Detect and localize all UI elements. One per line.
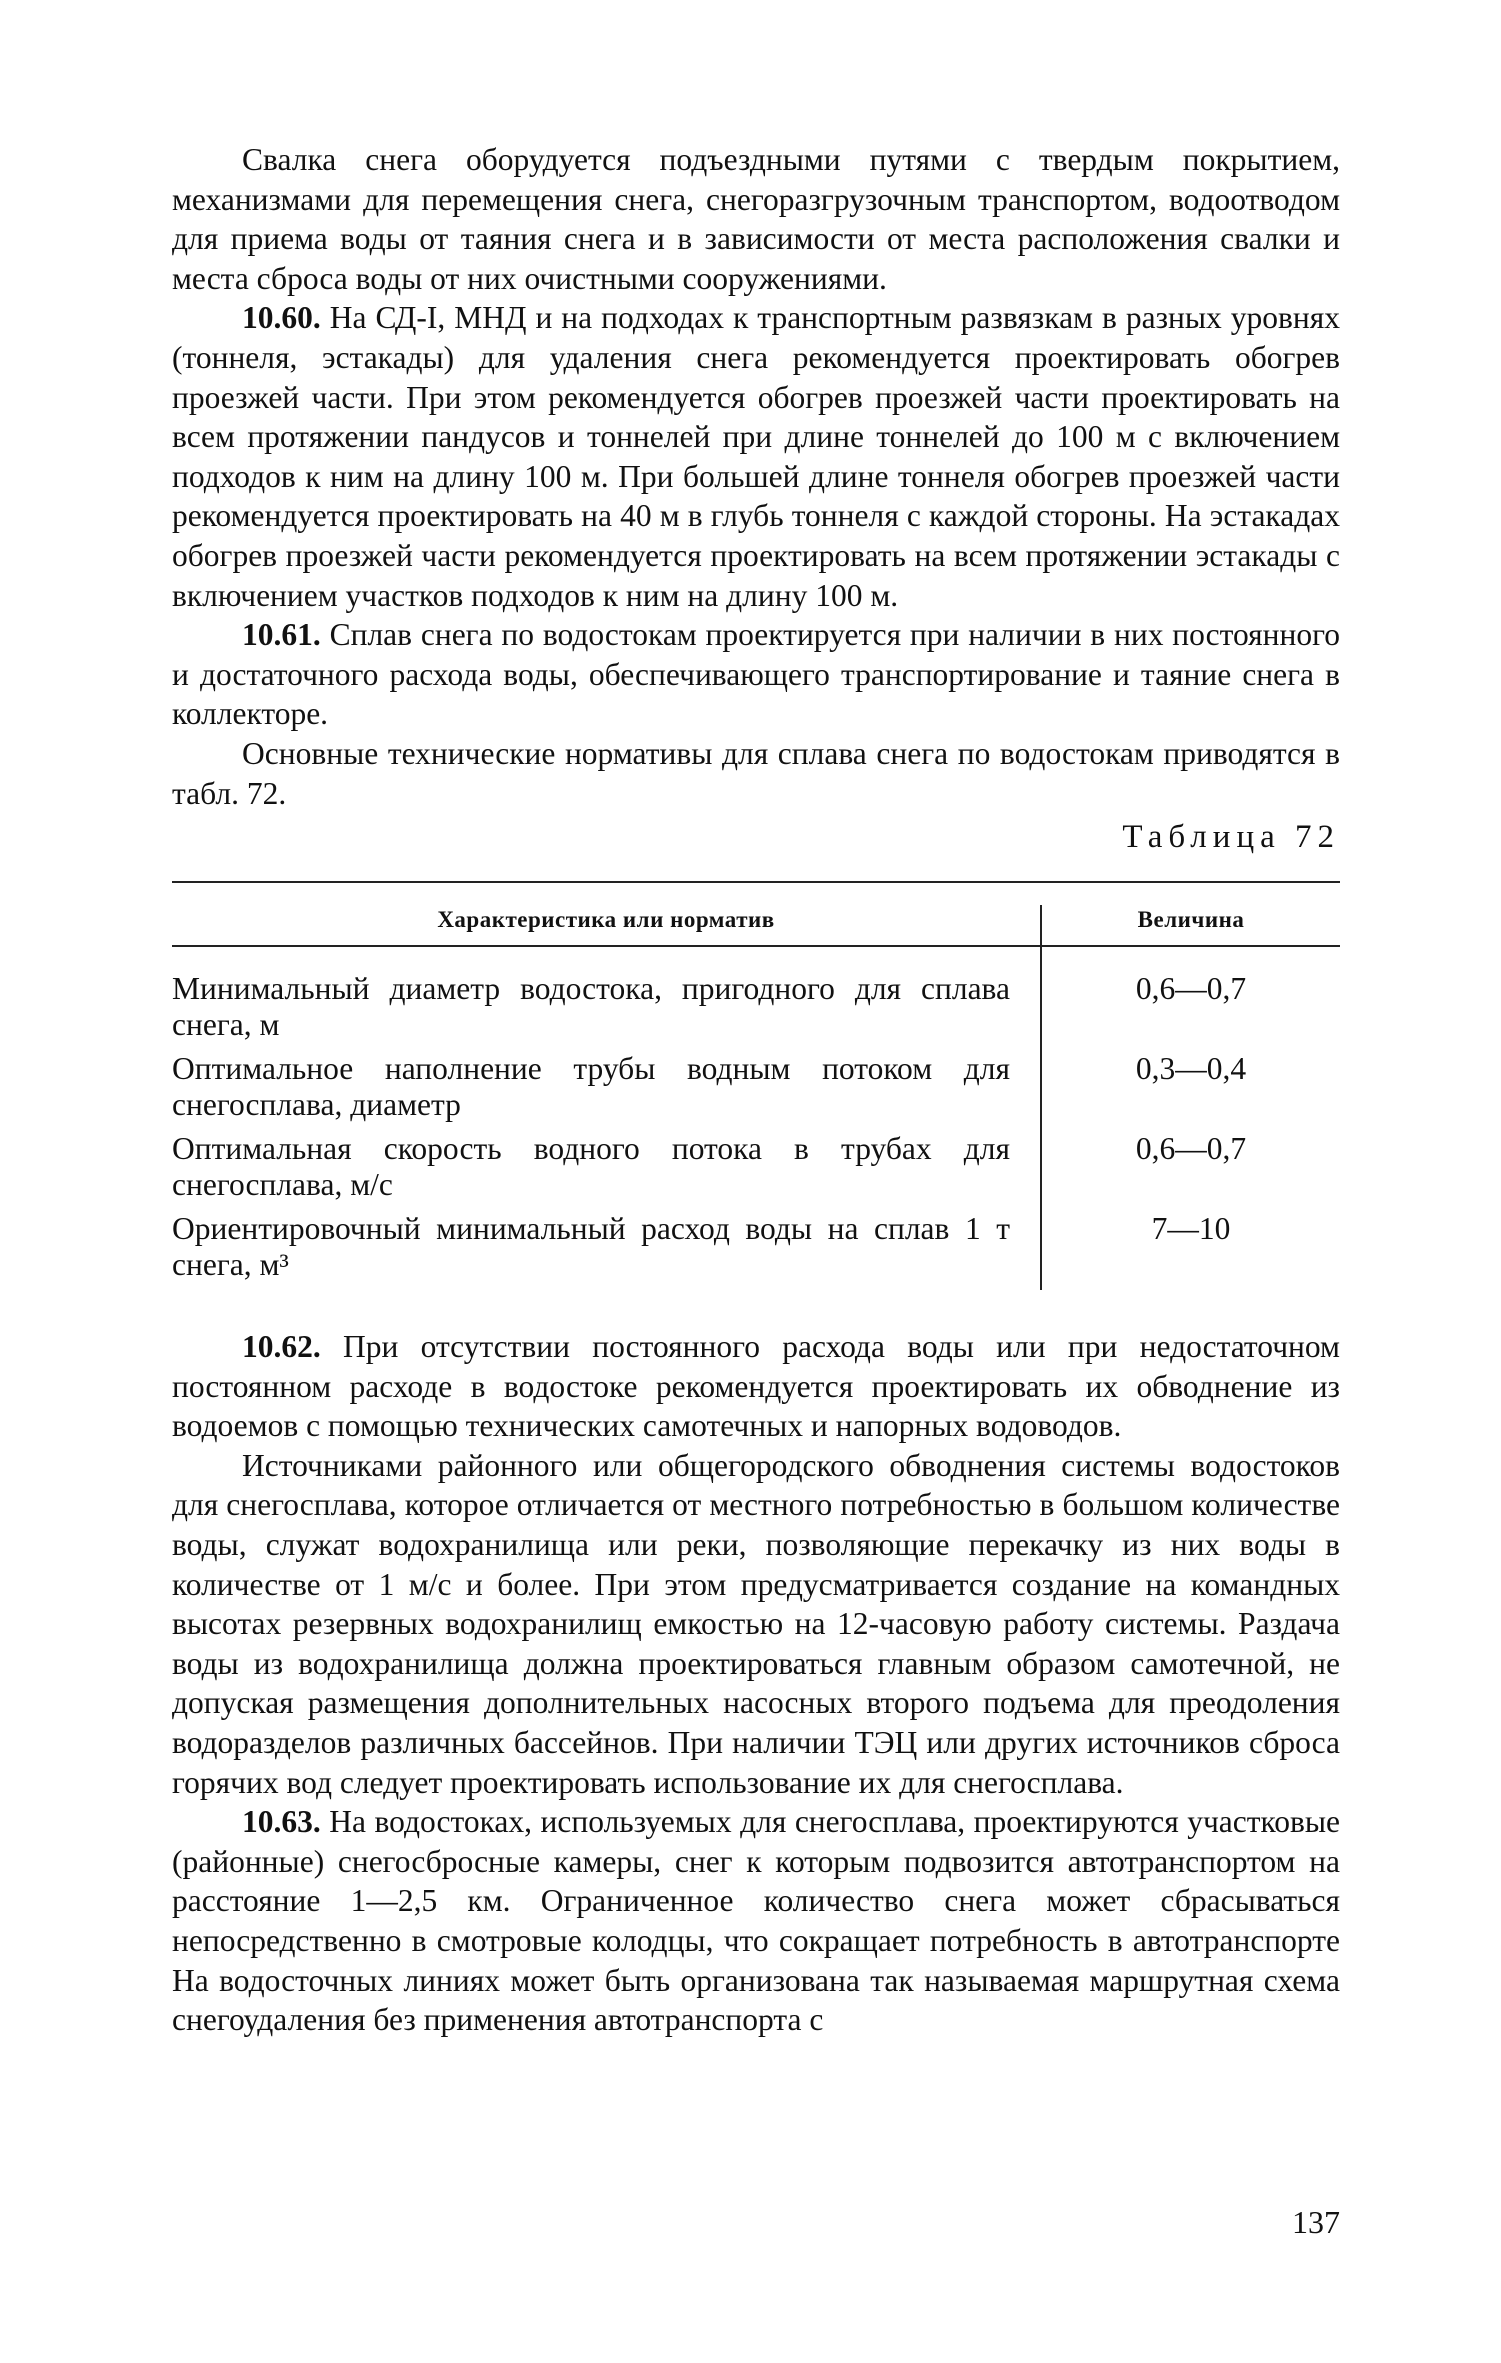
paragraph-text: При отсутствии постоянного расхода воды или при недостаточном постоянном расходе в водостоке рекомендуется проектировать их обводнение из водоемов с помощью технических самотечных и напорных водоводов. [172, 1329, 1340, 1444]
clause-number: 10.63. [242, 1804, 321, 1840]
paragraph-text: На водостоках, используемых для снегосплава, проектируются участковые (районные) снегосбросные камеры, снег к которым подвозится автотранспортом на расстояние 1—2,5 км. Ограниченное количество снега может сбрасываться непосредственно в смотровые колодцы, что сокращает потребность в автотранспорте На водосточных линиях может быть организована так называемая маршрутная схема снегоудаления без применения автотранспорта с [172, 1804, 1340, 2038]
paragraph-text: Сплав снега по водостокам проектируется при наличии в них постоянного и достаточного расхода воды, обеспечивающего транспортирование и таяние снега в коллекторе. [172, 617, 1340, 732]
paragraph-text: Свалка снега оборудуется подъездными путями с твердым покрытием, механизмами для перемещения снега, снегоразгрузочным транспортом, водоотводом для приема воды от таяния снега и в зависимости от места расположения свалки и места сброса воды от них очистными сооружениями. [172, 142, 1340, 296]
paragraph-10-60 [172, 298, 1340, 615]
paragraph-10-63 [172, 1802, 1340, 2040]
paragraph-table-intro [172, 734, 1340, 813]
table-cell-value: 0,6—0,7 [1135, 1131, 1247, 1167]
table-cell-value: 7—10 [1151, 1211, 1231, 1247]
paragraph-text: Источниками районного или общегородского обводнения системы водостоков для снегосплава, которое отличается от местного потребностью в большом количестве воды, служат водохранилища или реки, позволяющие перекачку из них воды в количестве от 1 м/с и более. При этом предусматривается создание на командных высотах резервных водохранилищ емкостью на 12-часовую работу системы. Раздача воды из водохранилища должна проектироваться главным образом самотечной, не допуская размещения дополнительных насосных второго подъема для преодоления водоразделов различных бассейнов. При наличии ТЭЦ или других источников сброса горячих вод следует проектировать использование их для снегосплава. [172, 1447, 1340, 1800]
paragraph-10-61 [172, 615, 1340, 734]
page-body [172, 140, 1340, 2040]
table-row [172, 971, 1340, 1051]
table-header-rule [172, 945, 1340, 947]
clause-number: 10.62. [242, 1329, 321, 1365]
table-row [172, 1211, 1340, 1291]
paragraph-10-62 [172, 1327, 1340, 1446]
table-cell-characteristic: Минимальный диаметр водостока, пригодного для сплава снега, м [172, 971, 1010, 1043]
norms-table [172, 881, 1340, 1291]
paragraph-text: На СД-I, МНД и на подходах к транспортным развязкам в разных уровнях (тоннеля, эстакады) для удаления снега рекомендуется проектировать обогрев проезжей части. При этом рекомендуется обогрев проезжей части проектировать на всем протяжении пандусов и тоннелей при длине тоннелей до 100 м с включением подходов к ним на длину 100 м. При большей длине тоннеля обогрев проезжей части рекомендуется проектировать на 40 м в глубь тоннеля с каждой стороны. На эстакадах обогрев проезжей части рекомендуется проектировать на всем протяжении эстакады с включением участков подходов к ним на длину 100 м. [172, 300, 1340, 613]
table-row [172, 1131, 1340, 1211]
clause-number: 10.61. [242, 617, 321, 653]
table-row [172, 1051, 1340, 1131]
table-caption: Таблица 72 [1122, 819, 1340, 856]
clause-number: 10.60. [242, 300, 321, 336]
table-cell-characteristic: Ориентировочный минимальный расход воды на сплав 1 т снега, м³ [172, 1211, 1010, 1283]
table-header-value: Величина [1137, 907, 1245, 933]
table-top-rule [172, 881, 1340, 883]
table-cell-characteristic: Оптимальная скорость водного потока в трубах для снегосплава, м/с [172, 1131, 1010, 1203]
table-cell-value: 0,3—0,4 [1135, 1051, 1247, 1087]
paragraph-water-sources [172, 1446, 1340, 1802]
paragraph-text: Основные технические нормативы для сплава снега по водостокам приводятся в табл. 72. [172, 735, 1340, 811]
table-header-characteristic: Характеристика или норматив [437, 907, 775, 933]
table-cell-value: 0,6—0,7 [1135, 971, 1247, 1007]
table-cell-characteristic: Оптимальное наполнение трубы водным потоком для снегосплава, диаметр [172, 1051, 1010, 1123]
paragraph-snow-dump [172, 140, 1340, 298]
page-number: 137 [1292, 2204, 1340, 2240]
